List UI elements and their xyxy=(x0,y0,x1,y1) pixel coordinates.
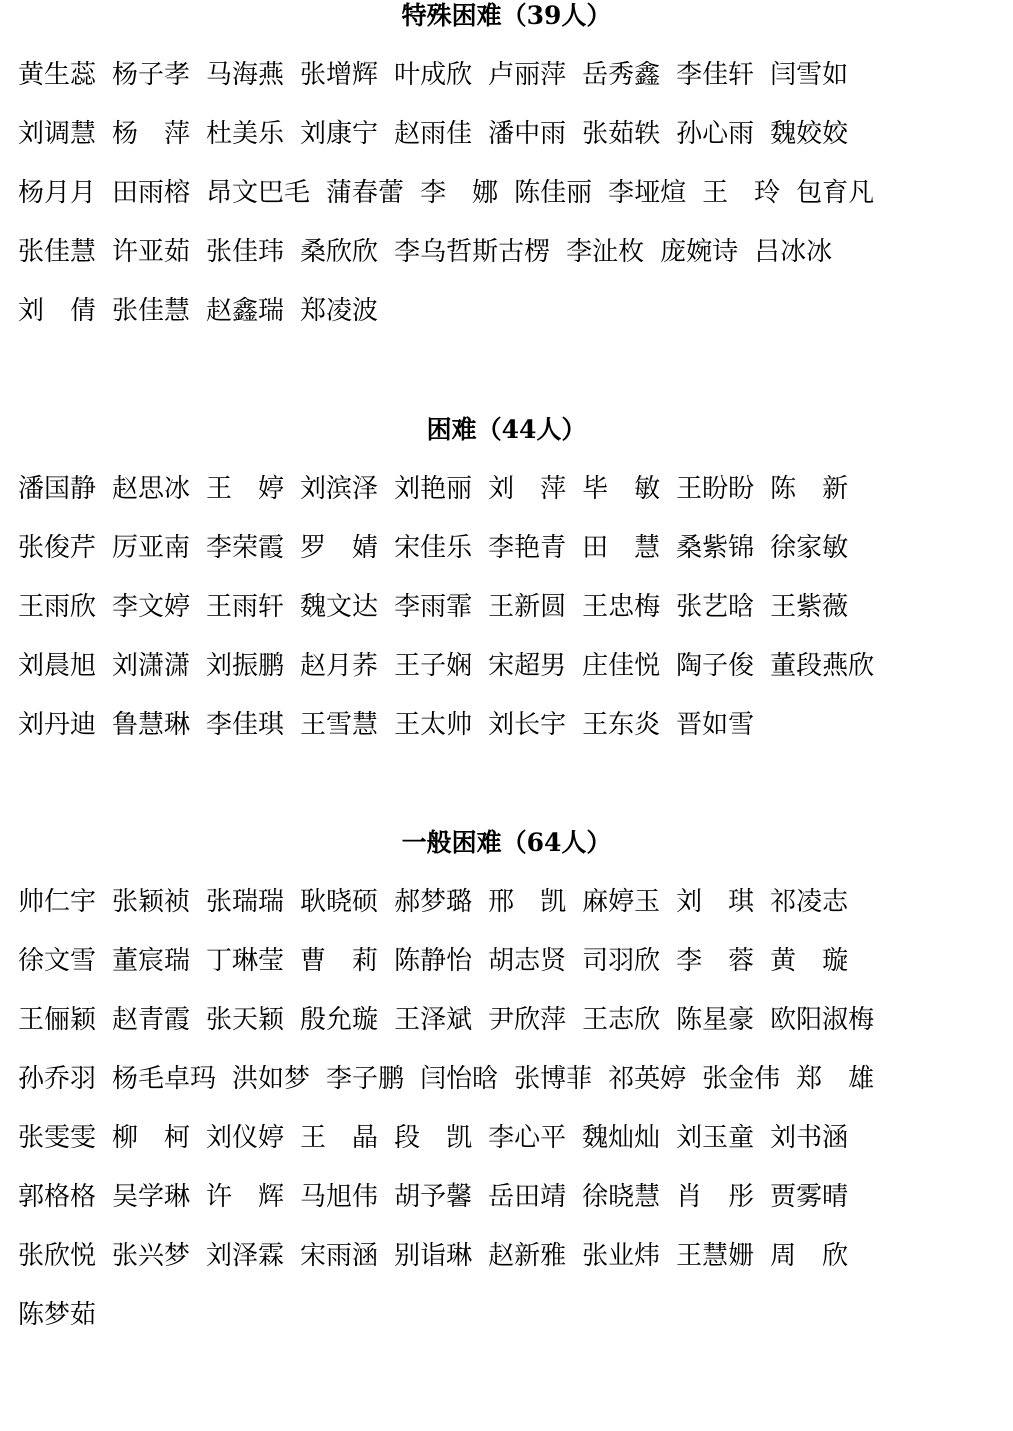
student-name: 赵雨佳 xyxy=(394,119,473,149)
student-name: 王盼盼 xyxy=(676,474,755,504)
section-heading: 特殊困难（39人） xyxy=(401,1,612,30)
section-special-hardship xyxy=(18,0,1003,341)
student-name: 刘康宁 xyxy=(300,119,379,149)
student-name: 王雨轩 xyxy=(206,592,285,622)
student-name: 郝梦璐 xyxy=(394,887,473,917)
student-name: 刘滨泽 xyxy=(300,474,379,504)
student-name: 孙乔羽 xyxy=(18,1064,97,1094)
student-name: 帅仁宇 xyxy=(18,887,97,917)
student-name: 刘振鹏 xyxy=(206,651,285,681)
student-name: 徐家敏 xyxy=(770,533,849,563)
student-name: 张业炜 xyxy=(582,1241,661,1271)
student-name: 董宸瑞 xyxy=(112,946,191,976)
student-name: 丁琳莹 xyxy=(206,946,285,976)
student-name: 洪如梦 xyxy=(232,1064,311,1094)
student-name: 张颖祯 xyxy=(112,887,191,917)
student-name: 张雯雯 xyxy=(18,1123,97,1153)
student-name: 贾雾晴 xyxy=(770,1182,849,1212)
student-name: 王太帅 xyxy=(394,710,473,740)
student-name: 李心平 xyxy=(488,1123,567,1153)
section-heading: 困难（44人） xyxy=(426,415,587,444)
student-name: 张佳慧 xyxy=(112,296,191,326)
student-name: 叶成欣 xyxy=(394,60,473,90)
student-name: 王子娴 xyxy=(394,651,473,681)
student-name: 马旭伟 xyxy=(300,1182,379,1212)
student-name: 晋如雪 xyxy=(676,710,755,740)
student-name: 蒲春蕾 xyxy=(326,178,405,208)
student-name: 李 娜 xyxy=(420,178,499,208)
student-name: 刘仪婷 xyxy=(206,1123,285,1153)
student-name: 黄生蕊 xyxy=(18,60,97,90)
student-name: 王俪颖 xyxy=(18,1005,97,1035)
student-name: 赵青霞 xyxy=(112,1005,191,1035)
student-name: 陈静怡 xyxy=(394,946,473,976)
student-name: 李垭煊 xyxy=(608,178,687,208)
student-name: 闫怡晗 xyxy=(420,1064,499,1094)
student-name: 宋超男 xyxy=(488,651,567,681)
student-name: 祁英婷 xyxy=(608,1064,687,1094)
student-name: 王雪慧 xyxy=(300,710,379,740)
student-name: 刘 琪 xyxy=(676,887,755,917)
student-name: 张欣悦 xyxy=(18,1241,97,1271)
student-name: 李乌哲斯古楞 xyxy=(394,237,551,267)
student-name: 桑紫锦 xyxy=(676,533,755,563)
student-name: 张俊芹 xyxy=(18,533,97,563)
student-name: 马海燕 xyxy=(206,60,285,90)
student-name: 李文婷 xyxy=(112,592,191,622)
student-name: 李艳青 xyxy=(488,533,567,563)
student-name: 刘潇潇 xyxy=(112,651,191,681)
student-name: 祁凌志 xyxy=(770,887,849,917)
student-name: 庞婉诗 xyxy=(660,237,739,267)
student-name: 陈佳丽 xyxy=(514,178,593,208)
student-name: 徐文雪 xyxy=(18,946,97,976)
student-name: 王东炎 xyxy=(582,710,661,740)
student-name: 王泽斌 xyxy=(394,1005,473,1035)
student-name: 杨月月 xyxy=(18,178,97,208)
student-name: 陈 新 xyxy=(770,474,849,504)
student-name: 许亚茹 xyxy=(112,237,191,267)
student-name: 魏灿灿 xyxy=(582,1123,661,1153)
student-name: 张天颖 xyxy=(206,1005,285,1035)
section-hardship xyxy=(18,414,1003,755)
student-name: 鲁慧琳 xyxy=(112,710,191,740)
name-list xyxy=(18,460,1003,755)
student-name: 张博菲 xyxy=(514,1064,593,1094)
student-name: 杨 萍 xyxy=(112,119,191,149)
name-list xyxy=(18,873,1003,1345)
student-name: 张瑞瑞 xyxy=(206,887,285,917)
student-name: 邢 凯 xyxy=(488,887,567,917)
student-name: 杜美乐 xyxy=(206,119,285,149)
student-name: 吕冰冰 xyxy=(754,237,833,267)
student-name: 闫雪如 xyxy=(770,60,849,90)
section-general-hardship xyxy=(18,827,1003,1345)
student-name: 刘调慧 xyxy=(18,119,97,149)
student-name: 陈梦茹 xyxy=(18,1300,97,1330)
student-name: 郑凌波 xyxy=(300,296,379,326)
student-name: 耿晓硕 xyxy=(300,887,379,917)
student-name: 刘 倩 xyxy=(18,296,97,326)
student-name: 王 玲 xyxy=(702,178,781,208)
student-name: 张金伟 xyxy=(702,1064,781,1094)
student-name: 刘艳丽 xyxy=(394,474,473,504)
student-name: 岳秀鑫 xyxy=(582,60,661,90)
student-name: 王 婷 xyxy=(206,474,285,504)
student-name: 李佳琪 xyxy=(206,710,285,740)
student-name: 麻婷玉 xyxy=(582,887,661,917)
student-name: 司羽欣 xyxy=(582,946,661,976)
student-name: 宋佳乐 xyxy=(394,533,473,563)
student-name: 张兴梦 xyxy=(112,1241,191,1271)
student-name: 杨毛卓玛 xyxy=(112,1064,217,1094)
student-name: 吴学琳 xyxy=(112,1182,191,1212)
student-name: 桑欣欣 xyxy=(300,237,379,267)
student-name: 王紫薇 xyxy=(770,592,849,622)
student-name: 李子鹏 xyxy=(326,1064,405,1094)
student-name: 黄 璇 xyxy=(770,946,849,976)
student-name: 欧阳淑梅 xyxy=(770,1005,875,1035)
student-name: 徐晓慧 xyxy=(582,1182,661,1212)
student-name: 肖 彤 xyxy=(676,1182,755,1212)
student-name: 张佳玮 xyxy=(206,237,285,267)
student-name: 尹欣萍 xyxy=(488,1005,567,1035)
student-name: 魏姣姣 xyxy=(770,119,849,149)
section-heading: 一般困难（64人） xyxy=(401,828,612,857)
student-name: 李佳轩 xyxy=(676,60,755,90)
student-name: 刘丹迪 xyxy=(18,710,97,740)
student-name: 王志欣 xyxy=(582,1005,661,1035)
student-name: 张佳慧 xyxy=(18,237,97,267)
student-name: 田 慧 xyxy=(582,533,661,563)
student-name: 宋雨涵 xyxy=(300,1241,379,1271)
student-name: 郑 雄 xyxy=(796,1064,875,1094)
student-name: 陶子俊 xyxy=(676,651,755,681)
student-name: 昂文巴毛 xyxy=(206,178,311,208)
student-name: 刘泽霖 xyxy=(206,1241,285,1271)
student-name: 庄佳悦 xyxy=(582,651,661,681)
student-name: 刘晨旭 xyxy=(18,651,97,681)
student-name: 潘国静 xyxy=(18,474,97,504)
student-name: 王慧姗 xyxy=(676,1241,755,1271)
student-name: 李 蓉 xyxy=(676,946,755,976)
student-name: 卢丽萍 xyxy=(488,60,567,90)
student-name: 罗 婧 xyxy=(300,533,379,563)
student-name: 岳田靖 xyxy=(488,1182,567,1212)
student-name: 段 凯 xyxy=(394,1123,473,1153)
student-name: 董段燕欣 xyxy=(770,651,875,681)
student-name: 杨子孝 xyxy=(112,60,191,90)
student-name: 曹 莉 xyxy=(300,946,379,976)
student-name: 刘长宇 xyxy=(488,710,567,740)
student-name: 李荣霞 xyxy=(206,533,285,563)
student-name: 魏文达 xyxy=(300,592,379,622)
student-name: 柳 柯 xyxy=(112,1123,191,1153)
student-name: 刘玉童 xyxy=(676,1123,755,1153)
student-name: 刘书涵 xyxy=(770,1123,849,1153)
student-name: 王 晶 xyxy=(300,1123,379,1153)
student-name: 赵鑫瑞 xyxy=(206,296,285,326)
student-name: 李沚枚 xyxy=(566,237,645,267)
student-name: 毕 敏 xyxy=(582,474,661,504)
student-name: 王忠梅 xyxy=(582,592,661,622)
name-list xyxy=(18,46,1003,341)
student-name: 王雨欣 xyxy=(18,592,97,622)
student-name: 别诣琳 xyxy=(394,1241,473,1271)
student-name: 郭格格 xyxy=(18,1182,97,1212)
student-name: 潘中雨 xyxy=(488,119,567,149)
student-name: 张增辉 xyxy=(300,60,379,90)
student-name: 赵月荞 xyxy=(300,651,379,681)
student-name: 胡志贤 xyxy=(488,946,567,976)
student-name: 赵思冰 xyxy=(112,474,191,504)
student-name: 包育凡 xyxy=(796,178,875,208)
student-name: 张艺晗 xyxy=(676,592,755,622)
student-name: 刘 萍 xyxy=(488,474,567,504)
student-name: 田雨榕 xyxy=(112,178,191,208)
student-name: 殷允璇 xyxy=(300,1005,379,1035)
student-name: 陈星豪 xyxy=(676,1005,755,1035)
student-name: 赵新雅 xyxy=(488,1241,567,1271)
student-name: 张茹轶 xyxy=(582,119,661,149)
student-name: 许 辉 xyxy=(206,1182,285,1212)
student-name: 李雨霏 xyxy=(394,592,473,622)
student-name: 王新圆 xyxy=(488,592,567,622)
student-name: 周 欣 xyxy=(770,1241,849,1271)
student-name: 厉亚南 xyxy=(112,533,191,563)
student-name: 胡予馨 xyxy=(394,1182,473,1212)
student-name: 孙心雨 xyxy=(676,119,755,149)
